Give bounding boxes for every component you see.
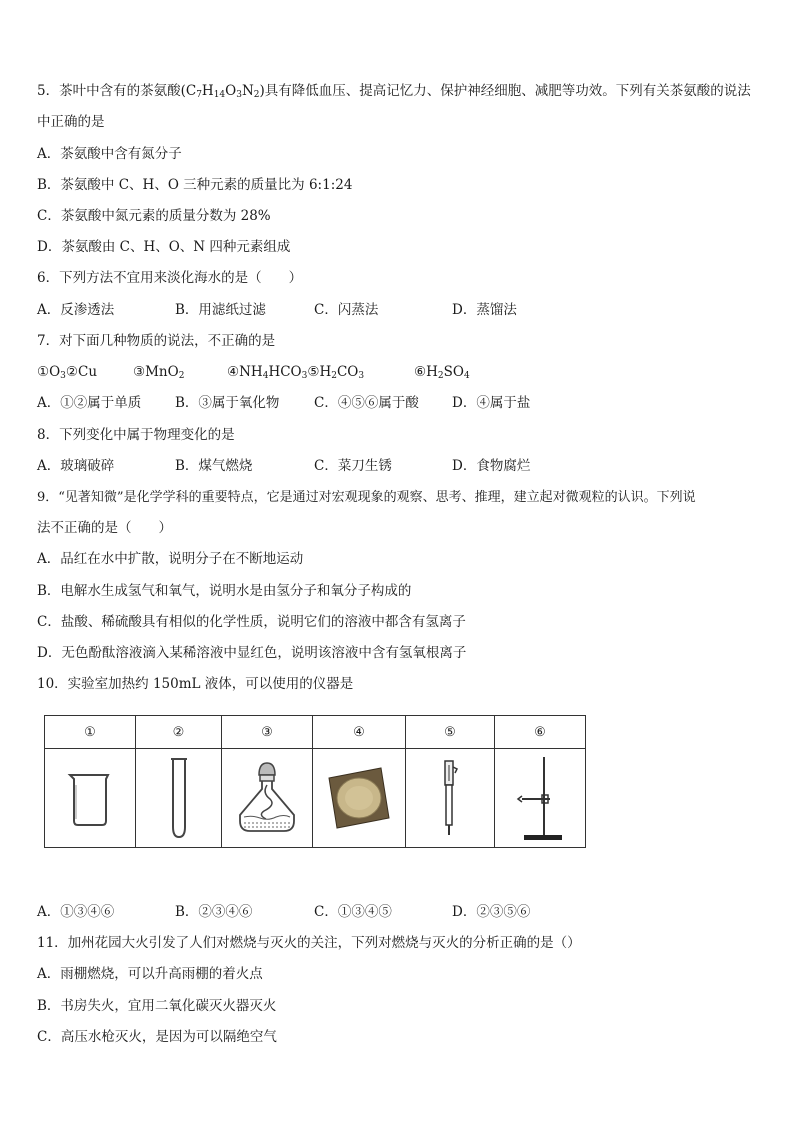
q5-stem-start: 5．茶叶中含有的茶氨酸(C <box>37 83 197 99</box>
q8-option-d: D．食物腐烂 <box>452 458 531 474</box>
apparatus-table <box>44 715 586 848</box>
q8-stem: 8．下列变化中属于物理变化的是 <box>37 427 235 443</box>
apparatus-cell-3 <box>222 749 313 848</box>
substance-o3: ①O <box>37 364 61 380</box>
q11-option-b: B．书房失火，宜用二氧化碳灭火器灭火 <box>37 998 277 1014</box>
formula-h-subscript: 14 <box>213 90 226 100</box>
q6-stem: 6．下列方法不宜用来淡化海水的是（ ） <box>37 270 303 286</box>
q7-substance-6 <box>414 366 470 380</box>
q9-stem-line2: 法不正确的是（ ） <box>37 520 172 536</box>
substance-nh4hco3-a: ④NH <box>227 364 263 380</box>
q8-option-a: A．玻璃破碎 <box>37 458 115 474</box>
substance-mno2-subscript: 2 <box>178 371 185 381</box>
formula-o: O <box>225 83 237 99</box>
apparatus-cell-4 <box>313 749 406 848</box>
q6-option-c: C．闪蒸法 <box>314 302 379 318</box>
q9-option-a: A．品红在水中扩散，说明分子在不断地运动 <box>37 551 304 567</box>
apparatus-header-2: ② <box>136 716 222 749</box>
q10-option-a: A．①③④⑥ <box>37 904 115 920</box>
subscript: 2 <box>331 371 337 381</box>
q5-option-d: D．茶氨酸由 C、H、O、N 四种元素组成 <box>37 239 291 255</box>
q5-stem-line1 <box>37 85 751 99</box>
q5-stem-line2: 中正确的是 <box>37 114 105 130</box>
apparatus-cell-2 <box>136 749 222 848</box>
q7-stem: 7．对下面几种物质的说法，不正确的是 <box>37 333 276 349</box>
q10-option-b: B．②③④⑥ <box>175 904 253 920</box>
q7-option-d: D．④属于盐 <box>452 395 531 411</box>
q7-option-b: B．③属于氧化物 <box>175 395 280 411</box>
q7-option-c: C．④⑤⑥属于酸 <box>314 395 419 411</box>
q5-option-a: A．茶氨酸中含有氮分子 <box>37 146 182 162</box>
q9-option-c: C．盐酸、稀硫酸具有相似的化学性质，说明它们的溶液中都含有氢离子 <box>37 614 466 630</box>
q10-option-c: C．①③④⑤ <box>314 904 392 920</box>
q5-option-b: B．茶氨酸中 C、H、O 三种元素的质量比为 6:1:24 <box>37 177 353 193</box>
substance-mno2: ③MnO <box>133 364 179 380</box>
alcohol-lamp-icon <box>232 755 302 841</box>
subscript: 3 <box>301 371 308 381</box>
apparatus-header-row <box>45 716 586 749</box>
q5-stem-end: 具有降低血压、提高记忆力、保护神经细胞、减肥等功效。下列有关茶氨酸的说法 <box>264 83 751 99</box>
apparatus-header-4: ④ <box>313 716 406 749</box>
apparatus-header-3: ③ <box>222 716 313 749</box>
asbestos-gauze-icon <box>323 762 395 834</box>
subscript: 2 <box>437 371 444 381</box>
substance-cu: ②Cu <box>65 364 98 380</box>
apparatus-header-1: ① <box>45 716 136 749</box>
q7-option-a: A．①②属于单质 <box>37 395 142 411</box>
q7-substance-1-2 <box>37 366 97 380</box>
q10-option-d: D．②③⑤⑥ <box>452 904 531 920</box>
apparatus-cell-1 <box>45 749 136 848</box>
formula-h: H <box>201 83 214 99</box>
q5-option-c: C．茶氨酸中氮元素的质量分数为 28% <box>37 208 271 224</box>
substance-nh4hco3-b: HCO <box>268 364 302 380</box>
q6-option-d: D．蒸馏法 <box>452 302 517 318</box>
substance-h2co3-a: ⑤H <box>307 364 332 380</box>
q6-option-a: A．反渗透法 <box>37 302 115 318</box>
q9-option-b: B．电解水生成氢气和氧气，说明水是由氢分子和氧分子构成的 <box>37 583 412 599</box>
formula-c-subscript: 7 <box>196 90 202 100</box>
q11-stem: 11．加州花园大火引发了人们对燃烧与灭火的关注，下列对燃烧与灭火的分析正确的是（） <box>37 935 581 951</box>
test-tube-icon <box>159 755 199 841</box>
q8-option-b: B．煤气燃烧 <box>175 458 253 474</box>
q9-option-d: D．无色酚酞溶液滴入某稀溶液中显红色，说明该溶液中含有氢氧根离子 <box>37 645 467 661</box>
formula-n-subscript: 2 <box>253 90 260 100</box>
formula-o-subscript: 3 <box>236 90 242 100</box>
formula-close: ) <box>259 83 265 99</box>
apparatus-header-5: ⑤ <box>406 716 495 749</box>
q7-substance-3 <box>133 366 184 380</box>
iron-stand-icon <box>510 753 570 843</box>
substance-h2so4-b: SO <box>443 364 464 380</box>
q7-substance-4-5 <box>227 366 364 380</box>
q6-option-b: B．用滤纸过滤 <box>175 302 266 318</box>
q11-option-c: C．高压水枪灭火，是因为可以隔绝空气 <box>37 1029 277 1045</box>
formula-n: N <box>241 83 254 99</box>
apparatus-cell-6 <box>495 749 586 848</box>
beaker-icon <box>60 763 120 833</box>
subscript: 4 <box>262 371 269 381</box>
q9-stem-line1: 9．“见著知微”是化学学科的重要特点，它是通过对宏观现象的观察、思考、推理，建立起对微观粒的认识。下列说 <box>37 490 696 505</box>
q11-option-a: A．雨棚燃烧，可以升高雨棚的着火点 <box>37 966 263 982</box>
apparatus-cell-5 <box>406 749 495 848</box>
subscript: 3 <box>358 371 365 381</box>
apparatus-header-6: ⑥ <box>495 716 586 749</box>
apparatus-image-row <box>45 749 586 848</box>
substance-h2co3-b: CO <box>336 364 359 380</box>
subscript: 4 <box>463 371 470 381</box>
q10-stem: 10．实验室加热约 150mL 液体，可以使用的仪器是 <box>37 676 354 692</box>
test-tube-holder-icon <box>435 755 465 841</box>
substance-h2so4-a: ⑥H <box>414 364 438 380</box>
substance-o3-subscript: 3 <box>60 371 66 381</box>
q8-option-c: C．菜刀生锈 <box>314 458 392 474</box>
